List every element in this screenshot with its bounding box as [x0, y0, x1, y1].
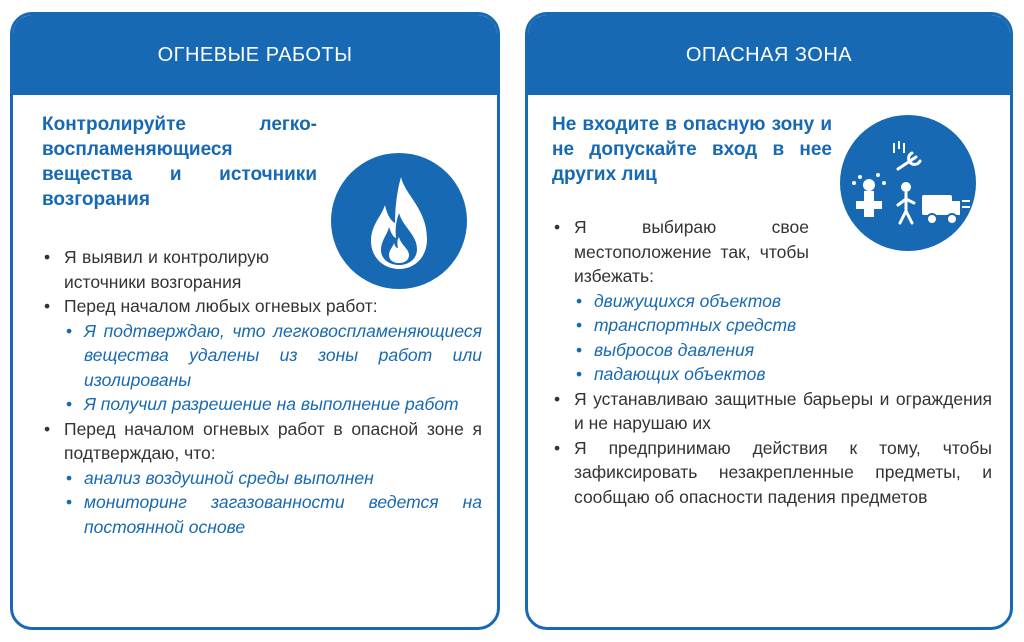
list-item	[42, 245, 269, 294]
list-item-text: Я выявил и контролирую источники возгорания	[64, 247, 269, 292]
sub-list-item: • выбросов давления	[574, 338, 874, 363]
list-item	[42, 294, 482, 417]
list-item	[552, 387, 992, 436]
sub-list-item: • мониторинг загазованности ведется на постоянной основе	[64, 490, 482, 539]
sub-list-item: • транспортных средств	[574, 313, 874, 338]
sub-list	[574, 289, 874, 387]
list-item	[42, 417, 482, 540]
list-item-text: Перед началом огневых работ в опасной зоне я подтверждаю, что:	[64, 418, 482, 463]
card-title: ОГНЕВЫЕ РАБОТЫ	[13, 15, 497, 95]
list-item-text: Я предпринимаю действия к тому, чтобы зафиксировать незакрепленные предметы, и сообщаю об опасности падения предметов	[574, 437, 992, 507]
sub-list-item: • движущихся объектов	[574, 289, 874, 314]
card-title: ОПАСНАЯ ЗОНА	[528, 15, 1010, 95]
list-item-text: Я выбираю свое местоположение так, чтобы избежать:	[574, 217, 809, 286]
sub-list-item: • Я подтверждаю, что легковоспламеняющиеся вещества удалены из зоны работ или изолированы	[64, 319, 482, 393]
card-intro: Не входите в опасную зону и не допускайте вход в нее других лиц	[552, 114, 832, 185]
right-bullet-list	[552, 215, 992, 509]
sub-list-item: • Я получил разрешение на выполнение работ	[64, 392, 482, 417]
list-item-text: Я устанавливаю защитные барьеры и ограждения и не нарушаю их	[574, 388, 992, 433]
sub-list-item: • падающих объектов	[574, 362, 874, 387]
left-bullet-list	[42, 245, 482, 539]
sub-list-item: • анализ воздушной среды выполнен	[64, 466, 482, 491]
sub-list	[64, 466, 482, 540]
list-item	[552, 436, 992, 510]
sub-list	[64, 319, 482, 417]
fire-work-card	[10, 12, 500, 630]
list-item-text: Перед началом любых огневых работ:	[64, 296, 378, 316]
card-intro: Контролируйте легко-воспламеняющиеся вещества и источники возгорания	[42, 114, 317, 210]
danger-zone-card	[525, 12, 1013, 630]
list-item	[552, 215, 809, 387]
